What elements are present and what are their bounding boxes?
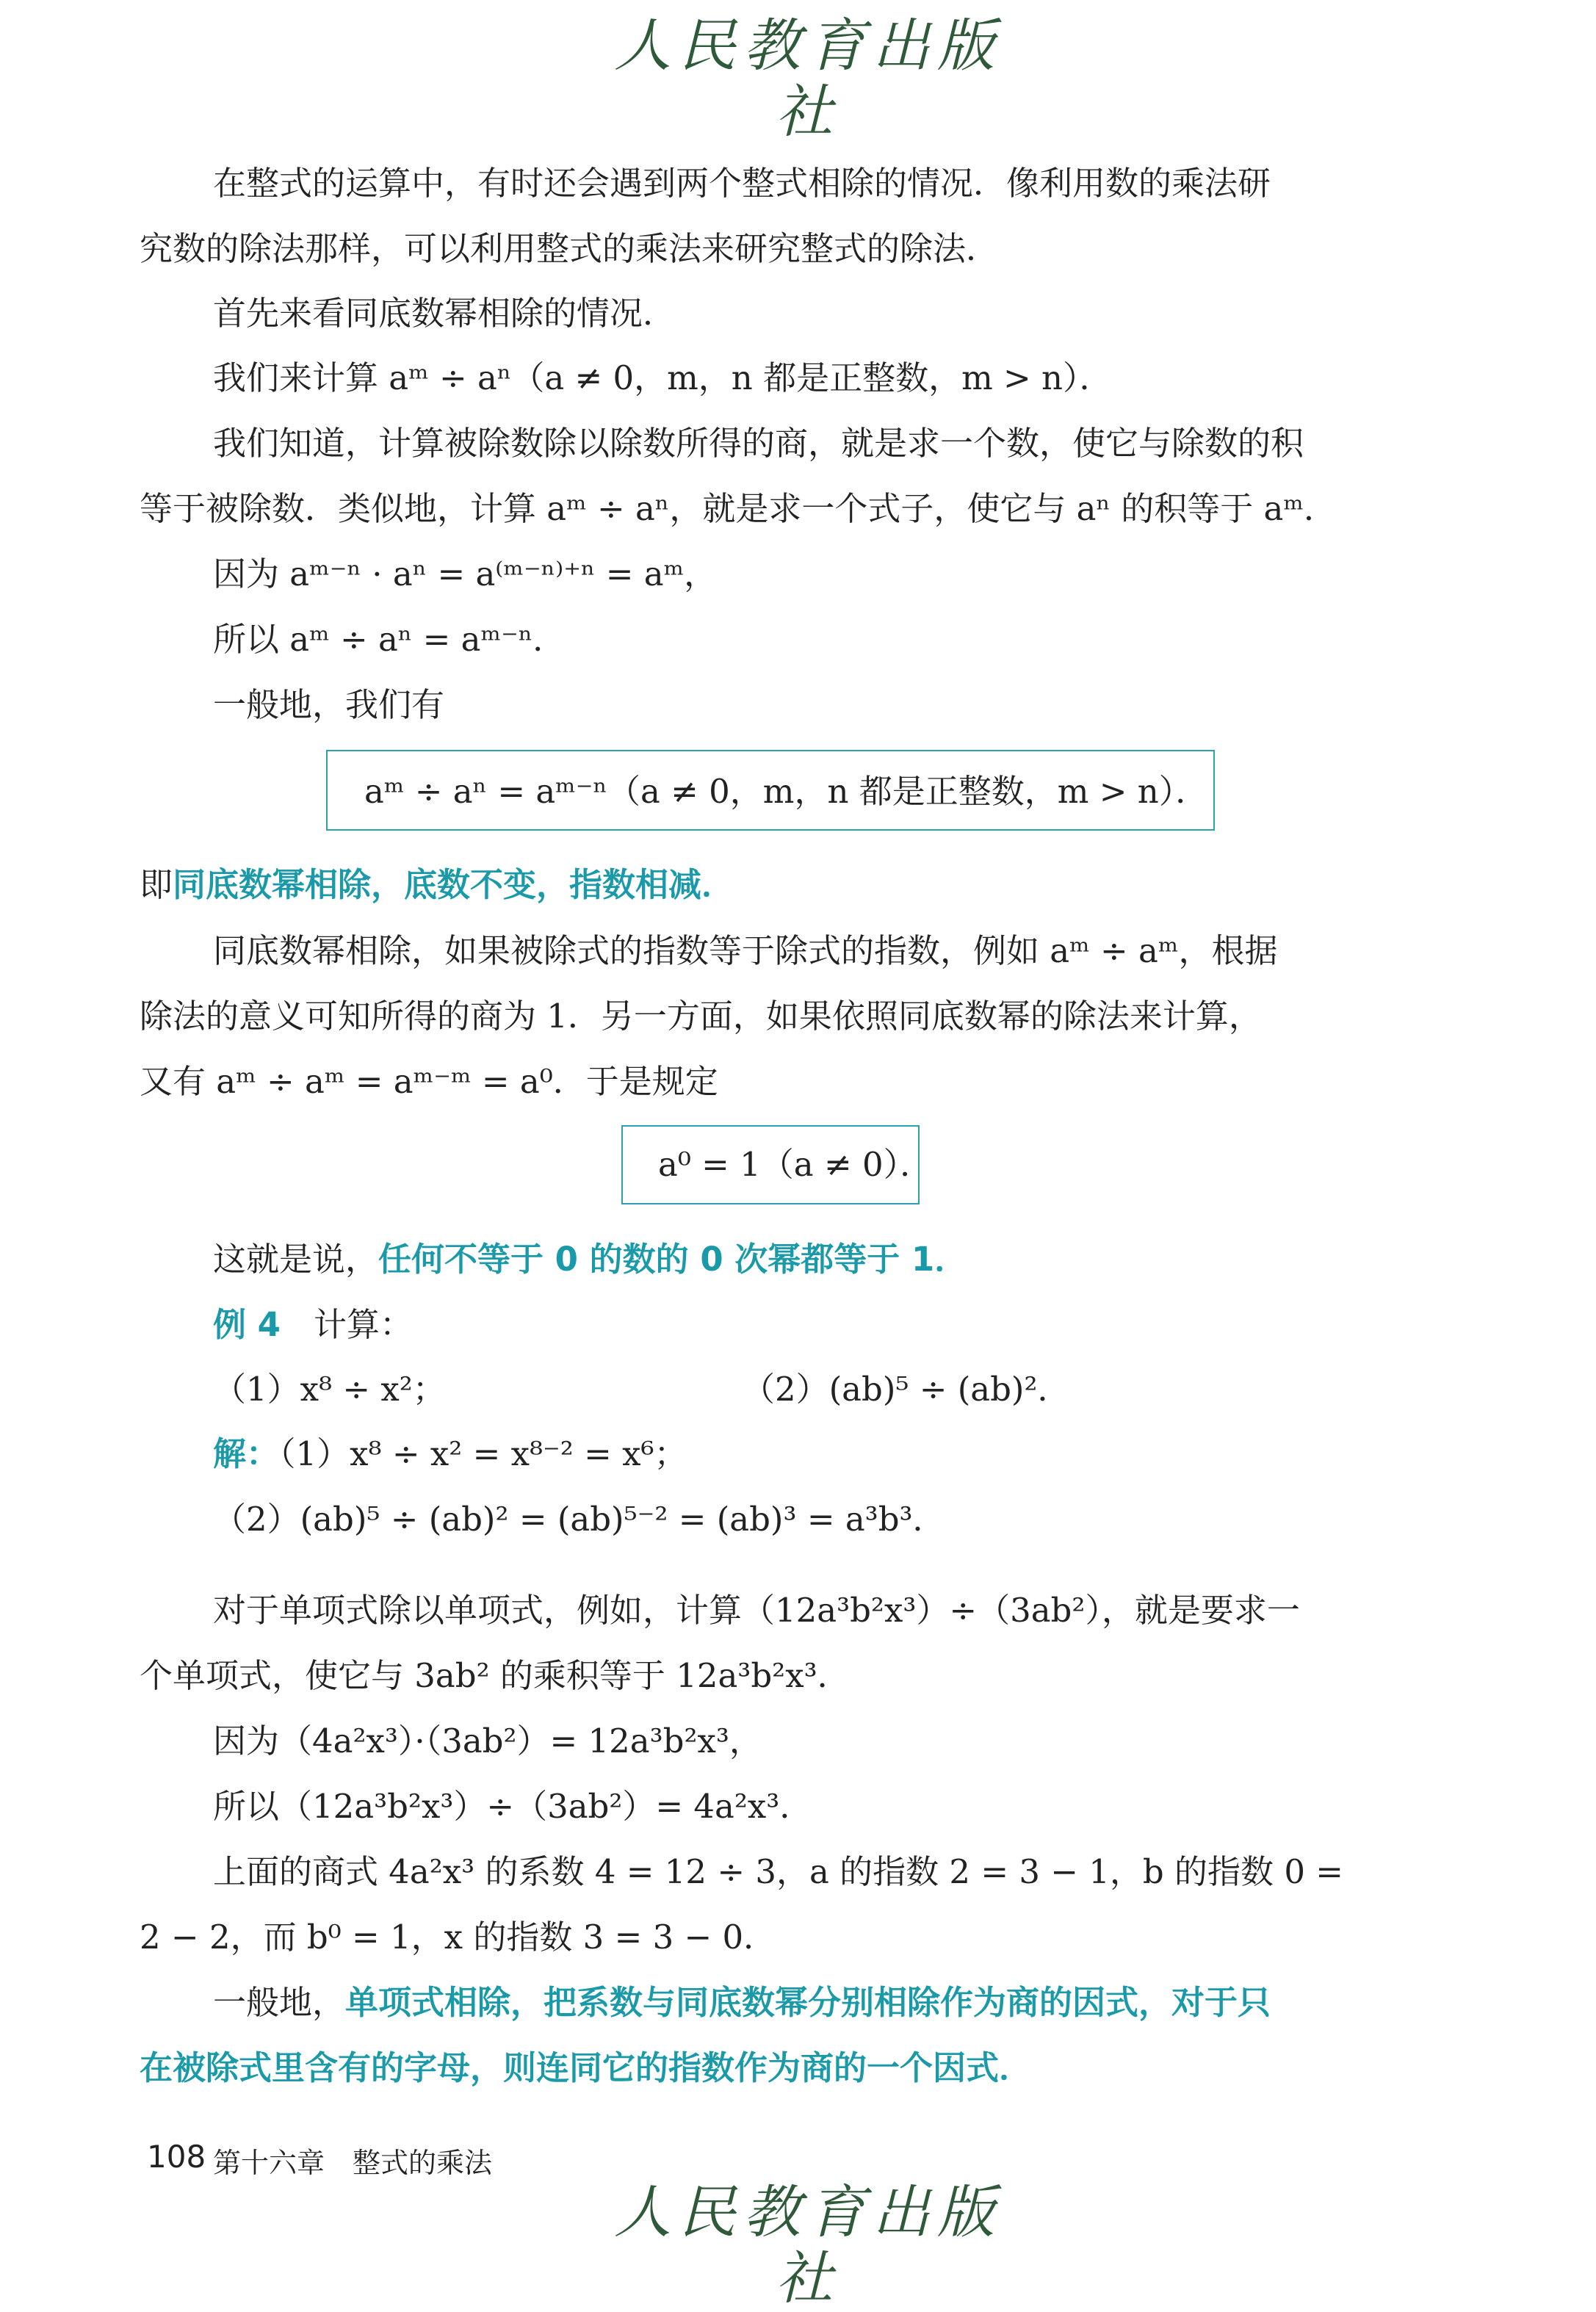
- rule-highlight: 在被除式里含有的字母，则连同它的指数作为商的一个因式．: [140, 2048, 1033, 2087]
- paragraph-line: 究数的除法那样，可以利用整式的乘法来研究整式的除法．: [140, 229, 1000, 268]
- rule-statement: [213, 1238, 1498, 1282]
- paragraph-line: 同底数幂相除，如果被除式的指数等于除式的指数，例如 aᵐ ÷ aᵐ，根据: [213, 931, 1278, 970]
- publisher-logo: 人民教育出版社: [613, 2180, 1002, 2312]
- rule-statement-cont: [140, 2046, 1425, 2090]
- solution-line: [213, 1432, 1498, 1476]
- paragraph-line: 所以（12a³b²x³）÷（3ab²）= 4a²x³．: [213, 1787, 813, 1826]
- example-task: 计算：: [314, 1305, 414, 1344]
- rule-prefix: 这就是说，: [213, 1240, 379, 1279]
- paragraph-line: 我们来计算 aᵐ ÷ aⁿ（a ≠ 0，m，n 都是正整数，m > n）．: [213, 358, 1113, 397]
- page-number: 108: [147, 2139, 206, 2175]
- paragraph-line: 又有 aᵐ ÷ aᵐ = aᵐ⁻ᵐ = a⁰．于是规定: [140, 1062, 718, 1101]
- solution-2: （2）(ab)⁵ ÷ (ab)² = (ab)⁵⁻² = (ab)³ = a³b³．: [213, 1500, 946, 1539]
- paragraph-line: 所以 aᵐ ÷ aⁿ = aᵐ⁻ⁿ．: [213, 620, 566, 659]
- paragraph-line: 因为 aᵐ⁻ⁿ · aⁿ = a⁽ᵐ⁻ⁿ⁾⁺ⁿ = aᵐ，: [213, 554, 718, 593]
- chapter-title: 第十六章 整式的乘法: [213, 2147, 493, 2179]
- rule-highlight: 单项式相除，把系数与同底数幂分别相除作为商的因式，对于只: [345, 1983, 1271, 2022]
- paragraph-line: 等于被除数．类似地，计算 aᵐ ÷ aⁿ，就是求一个式子，使它与 aⁿ 的积等于 aᵐ．: [140, 489, 1337, 528]
- paragraph-line: 个单项式，使它与 3ab² 的乘积等于 12a³b²x³．: [140, 1656, 851, 1695]
- paragraph-line: 上面的商式 4a²x³ 的系数 4 = 12 ÷ 3，a 的指数 2 = 3 − 1，b 的指数 0 =: [213, 1852, 1343, 1891]
- paragraph-line: 我们知道，计算被除数除以除数所得的商，就是求一个数，使它与除数的积: [213, 424, 1304, 463]
- rule-highlight: 任何不等于 0 的数的 0 次幂都等于 1．: [378, 1240, 968, 1279]
- rule-statement: [140, 863, 1425, 907]
- solution-1: （1）x⁸ ÷ x² = x⁸⁻² = x⁶；: [279, 1434, 687, 1473]
- rule-statement: [213, 1981, 1498, 2025]
- paragraph-line: 在整式的运算中，有时还会遇到两个整式相除的情况．像利用数的乘法研: [213, 164, 1271, 203]
- example-questions: [213, 1368, 1498, 1412]
- example-question-1: （1）x⁸ ÷ x²；: [213, 1370, 446, 1409]
- solution-label: 解：: [213, 1434, 280, 1473]
- publisher-logo: 人民教育出版社: [613, 13, 1002, 145]
- example-label: 例 4: [213, 1305, 281, 1344]
- paragraph-line: 2 − 2，而 b⁰ = 1，x 的指数 3 = 3 − 0．: [140, 1918, 777, 1957]
- formula-box-zero-power: a⁰ = 1（a ≠ 0）．: [621, 1125, 920, 1204]
- rule-prefix: 即: [140, 865, 173, 904]
- paragraph-line: 除法的意义可知所得的商为 1．另一方面，如果依照同底数幂的除法来计算，: [140, 997, 1262, 1036]
- rule-highlight: 同底数幂相除，底数不变，指数相减．: [173, 865, 735, 904]
- paragraph-line: 因为（4a²x³）·（3ab²）= 12a³b²x³，: [213, 1722, 762, 1760]
- paragraph-line: 首先来看同底数幂相除的情况．: [213, 294, 676, 333]
- paragraph-line: 一般地，我们有: [213, 685, 445, 724]
- example-question-2: （2）(ab)⁵ ÷ (ab)²．: [742, 1370, 1071, 1409]
- paragraph-line: 对于单项式除以单项式，例如，计算（12a³b²x³）÷（3ab²），就是要求一: [213, 1591, 1300, 1630]
- example-heading: [213, 1303, 1498, 1347]
- formula-box-quotient-rule: aᵐ ÷ aⁿ = aᵐ⁻ⁿ（a ≠ 0，m，n 都是正整数，m > n）．: [326, 750, 1215, 831]
- rule-prefix: 一般地，: [213, 1983, 346, 2022]
